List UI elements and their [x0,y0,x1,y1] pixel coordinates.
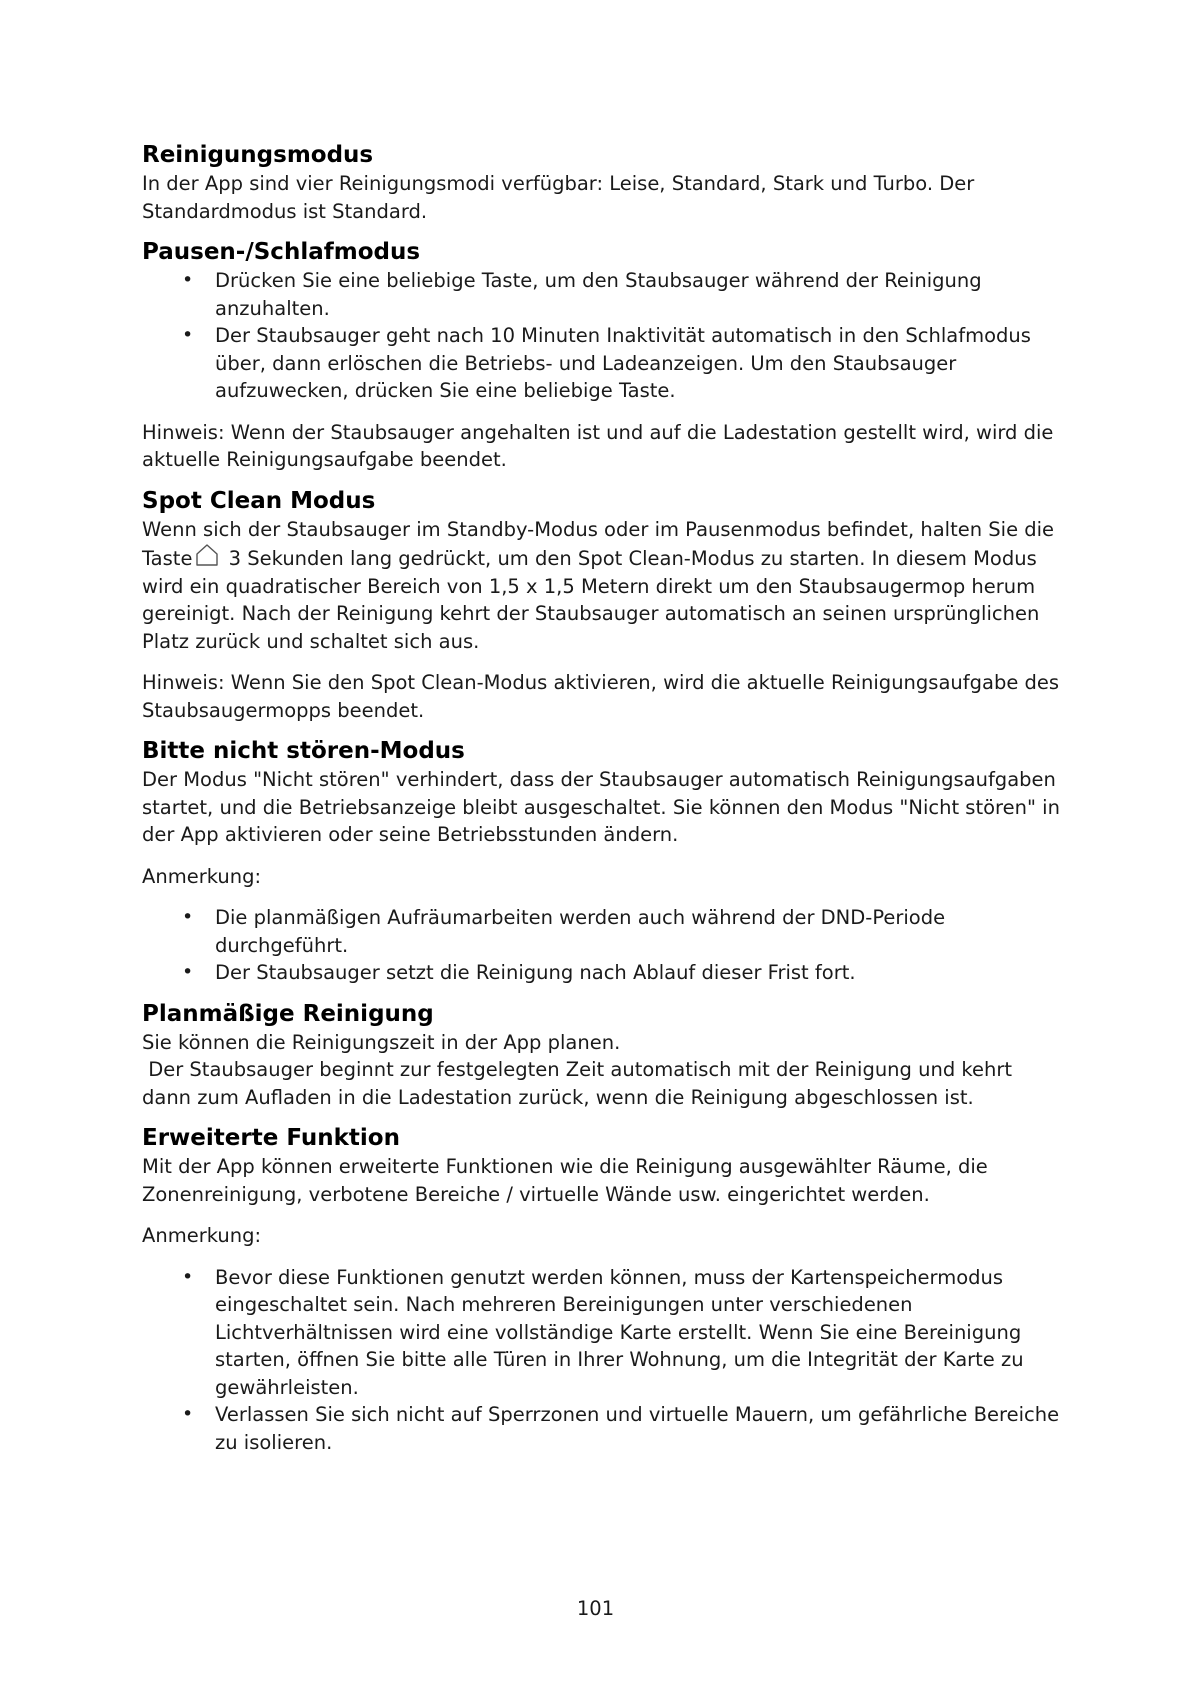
document-page [142,140,1062,1456]
spot-clean-note: Hinweis: Wenn Sie den Spot Clean-Modus aktivieren, wird die aktuelle Reinigungsaufgabe des Staubsaugermopps beendet. [142,671,1060,722]
list-item: • Drücken Sie eine beliebige Taste, um den Staubsauger während der Reinigung anzuhalten. [142,267,1062,322]
list-item: • Die planmäßigen Aufräumarbeiten werden auch während der DND-Periode durchgeführt. [142,904,1062,959]
dnd-text: Der Modus "Nicht stören" verhindert, dass der Staubsauger automatisch Reinigungsaufgaben startet, und die Betriebsanzeige bleibt ausgeschaltet. Sie können den Modus "Nicht stören" in der App aktivieren oder seine Betriebsstunden ändern. [142,768,1060,846]
home-icon [194,543,220,567]
advanced-note-label: Anmerkung: [142,1224,262,1247]
spot-text-before-icon: Wenn sich der Staubsauger im Standby-Modus oder im Pausenmodus befindet, halten Sie die Taste [142,517,1055,570]
list-item: • Der Staubsauger geht nach 10 Minuten Inaktivität automatisch in den Schlafmodus über, dann erlöschen die Betriebs- und Ladeanzeigen. Um den Staubsauger aufzuwecken, drücken Sie eine beliebige Taste. [142,322,1062,405]
schedule-line-2: Der Staubsauger beginnt zur festgelegten Zeit automatisch mit der Reinigung und kehrt dann zum Aufladen in die Ladestation zurück, wenn die Reinigung abgeschlossen ist. [142,1058,1019,1109]
heading-pausen-schlafmodus: Pausen-/Schlafmodus [142,239,421,265]
reinigungsmodus-text: In der App sind vier Reinigungsmodi verfügbar: Leise, Standard, Stark und Turbo. Der Standardmodus ist Standard. [142,172,975,223]
pause-note: Hinweis: Wenn der Staubsauger angehalten ist und auf die Ladestation gestellt wird, wird die aktuelle Reinigungsaufgabe beendet. [142,420,1054,471]
heading-reinigungsmodus: Reinigungsmodus [142,142,374,168]
heading-erweiterte-funktion: Erweiterte Funktion [142,1125,400,1151]
schedule-line-1: Sie können die Reinigungszeit in der App planen. [142,1030,621,1054]
list-item: • Bevor diese Funktionen genutzt werden können, muss der Kartenspeichermodus eingeschaltet sein. Nach mehreren Bereinigungen unter verschiedenen Lichtverhältnissen wird eine vollständige Karte erstellt. Wenn Sie eine Bereinigung starten, öffnen Sie bitte alle Türen in Ihrer Wohnung, um die Integrität der Karte zu gewährleisten. [142,1264,1062,1402]
heading-spot-clean: Spot Clean Modus [142,487,376,514]
pause-bullet-list [142,267,1062,405]
heading-planmaessige-reinigung: Planmäßige Reinigung [142,1000,434,1027]
dnd-bullet-list [142,904,1062,987]
advanced-bullet-list [142,1264,1062,1457]
dnd-note-label: Anmerkung: [142,864,262,888]
list-item: • Verlassen Sie sich nicht auf Sperrzonen und virtuelle Mauern, um gefährliche Bereiche zu isolieren. [142,1401,1062,1456]
page-number: 101 [576,1597,615,1620]
heading-dnd: Bitte nicht stören-Modus [142,738,465,764]
spot-text-after-icon: 3 Sekunden lang gedrückt, um den Spot Clean-Modus zu starten. In diesem Modus wird ein quadratischer Bereich von 1,5 x 1,5 Metern direkt um den Staubsaugermop herum gereinigt. Nach der Reinigung kehrt der Staubsauger automatisch an seinen ursprünglichen Platz zurück und schaltet sich aus. [142,547,1040,653]
spot-clean-text [142,516,1062,656]
advanced-text: Mit der App können erweiterte Funktionen wie die Reinigung ausgewählter Räume, die Zonenreinigung, verbotene Bereiche / virtuelle Wände usw. eingerichtet werden. [142,1155,988,1206]
list-item: • Der Staubsauger setzt die Reinigung nach Ablauf dieser Frist fort. [142,959,1062,987]
